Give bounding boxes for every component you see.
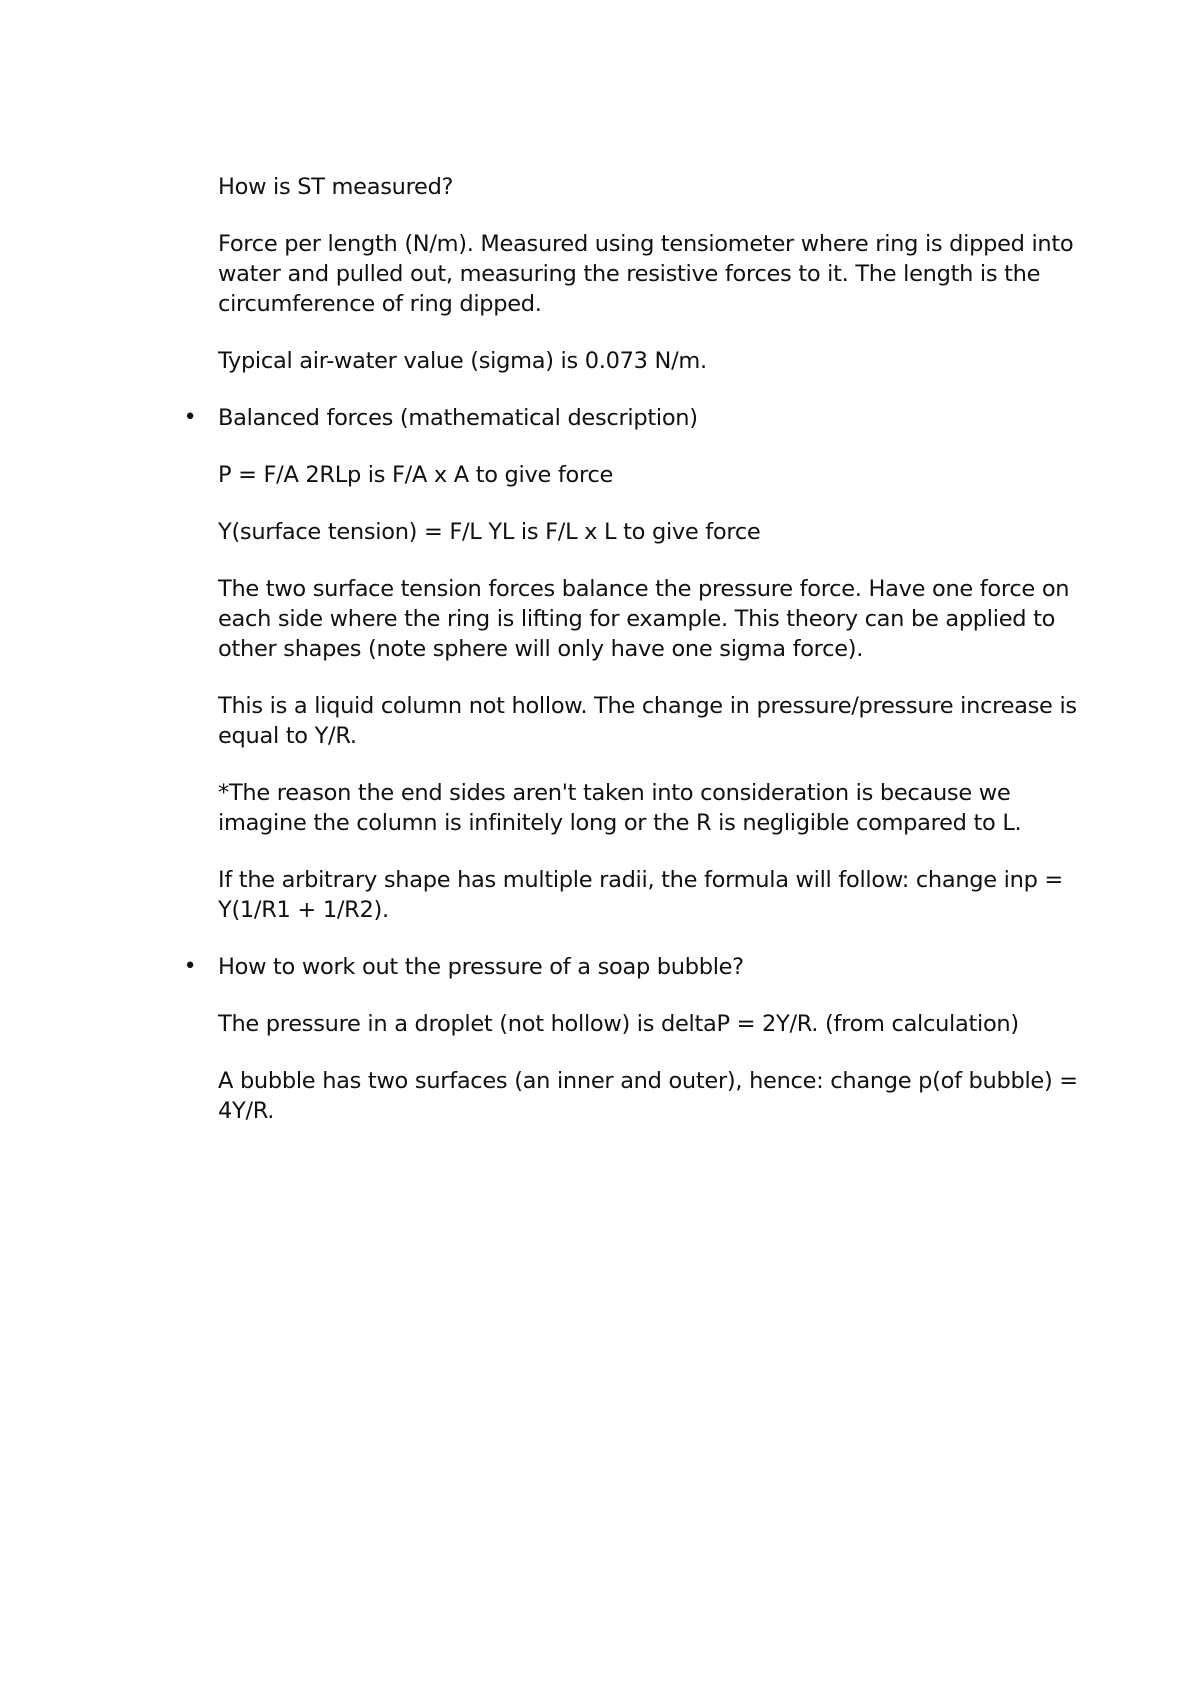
- paragraph-multiple-radii: If the arbitrary shape has multiple radii, the formula will follow: change inp = Y(1/R1 + 1/R2).: [218, 867, 1063, 923]
- bullet-item-label: Balanced forces (mathematical description): [218, 405, 698, 431]
- paragraph-droplet-pressure: The pressure in a droplet (not hollow) is deltaP = 2Y/R. (from calculation): [218, 1011, 1019, 1037]
- bullet-icon: •: [183, 954, 197, 979]
- paragraph-end-sides-note: *The reason the end sides aren't taken into consideration is because we imagine the column is infinitely long or the R is negligible compared to L.: [218, 780, 1022, 836]
- paragraph-measurement-method: Force per length (N/m). Measured using tensiometer where ring is dipped into water and pulled out, measuring the resistive forces to it. The length is the circumference of ring dipped.: [218, 231, 1074, 317]
- paragraph-pressure-formula: P = F/A 2RLp is F/A x A to give force: [218, 462, 614, 488]
- question-heading: How is ST measured?: [218, 174, 454, 200]
- paragraph-liquid-column: This is a liquid column not hollow. The change in pressure/pressure increase is equal to Y/R.: [218, 693, 1077, 749]
- paragraph-bubble-pressure: A bubble has two surfaces (an inner and outer), hence: change p(of bubble) = 4Y/R.: [218, 1068, 1078, 1124]
- paragraph-surface-tension-formula: Y(surface tension) = F/L YL is F/L x L to give force: [218, 519, 761, 545]
- document-body: [183, 172, 1078, 1153]
- paragraph-typical-value: Typical air-water value (sigma) is 0.073 N/m.: [218, 348, 707, 374]
- bullet-item-label: How to work out the pressure of a soap bubble?: [218, 954, 744, 980]
- bullet-item-soap-bubble: [183, 952, 1078, 982]
- bullet-icon: •: [183, 405, 197, 430]
- bullet-item-balanced-forces: [183, 403, 1078, 433]
- paragraph-force-balance: The two surface tension forces balance the pressure force. Have one force on each side where the ring is lifting for example. This theory can be applied to other shapes (note sphere will only have one sigma force).: [218, 576, 1070, 662]
